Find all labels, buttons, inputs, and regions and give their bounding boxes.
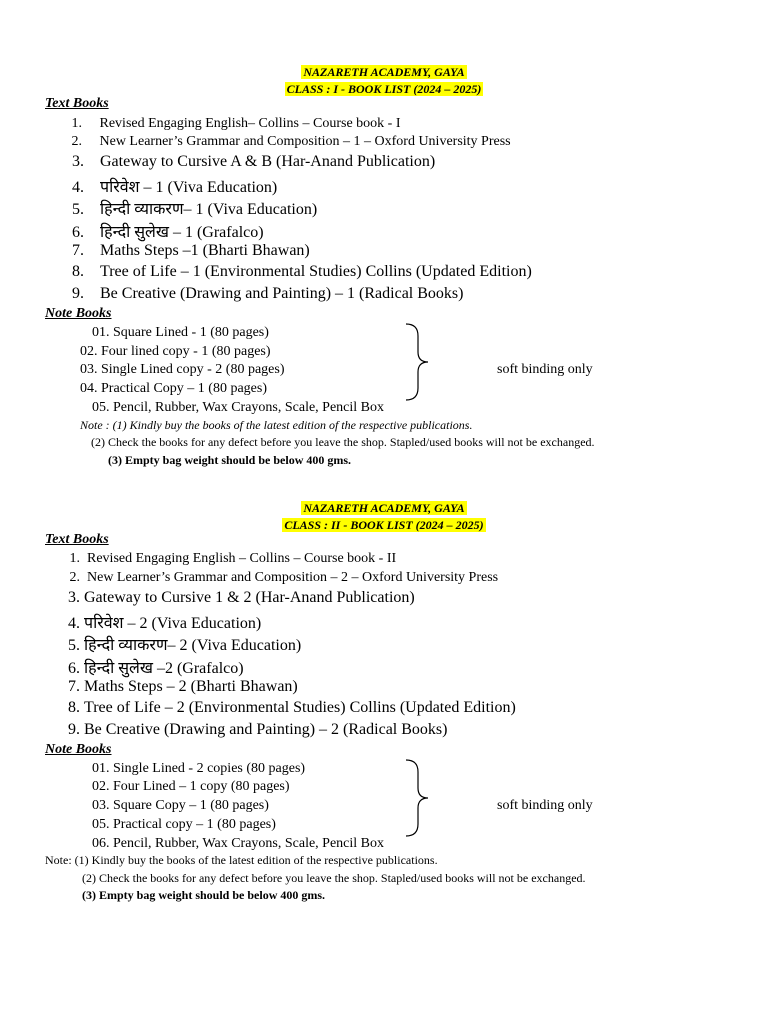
note-line: (2) Check the books for any defect before you leave the shop. Stapled/used books will not be exchanged. bbox=[91, 435, 595, 449]
note-book-item: 02. Four lined copy - 1 (80 pages) bbox=[80, 344, 271, 359]
text-book-item: 5. हिन्दी व्याकरण– 2 (Viva Education) bbox=[68, 637, 302, 654]
text-book-item: 3. Gateway to Cursive A & B (Har-Anand Publication) bbox=[72, 153, 436, 170]
note-book-item: 03. Single Lined copy - 2 (80 pages) bbox=[80, 362, 285, 377]
note-line: Note : (1) Kindly buy the books of the latest edition of the respective publications. bbox=[80, 418, 473, 432]
note-books-heading: Note Books bbox=[45, 742, 112, 757]
text-book-item: 1. Revised Engaging English– Collins – Course book - I bbox=[71, 116, 401, 131]
note-line: Note: (1) Kindly buy the books of the latest edition of the respective publications. bbox=[45, 853, 438, 867]
note-line: (3) Empty bag weight should be below 400 gms. bbox=[82, 888, 326, 902]
school-name: NAZARETH ACADEMY, GAYA bbox=[303, 65, 465, 79]
class-title: CLASS : I - BOOK LIST (2024 – 2025) bbox=[286, 82, 482, 96]
right-brace-icon bbox=[404, 322, 434, 402]
text-book-item: 8. Tree of Life – 2 (Environmental Studies) Collins (Updated Edition) bbox=[68, 699, 516, 716]
right-brace-icon bbox=[404, 758, 434, 838]
note-books-heading: Note Books bbox=[45, 306, 112, 321]
note-book-item: 03. Square Copy – 1 (80 pages) bbox=[92, 798, 269, 813]
school-name: NAZARETH ACADEMY, GAYA bbox=[303, 501, 465, 515]
note-book-item: 01. Square Lined - 1 (80 pages) bbox=[92, 325, 269, 340]
text-book-item: 9. Be Creative (Drawing and Painting) – 2 (Radical Books) bbox=[68, 721, 448, 738]
text-books-heading: Text Books bbox=[45, 532, 109, 547]
text-book-item: 7. Maths Steps –1 (Bharti Bhawan) bbox=[72, 242, 310, 259]
text-book-item: 9. Be Creative (Drawing and Painting) – 1 (Radical Books) bbox=[72, 285, 464, 302]
text-book-item: 2. New Learner’s Grammar and Composition – 1 – Oxford University Press bbox=[71, 134, 511, 149]
text-book-item: 4. परिवेश – 2 (Viva Education) bbox=[68, 615, 262, 632]
text-book-item: 2. New Learner’s Grammar and Composition – 2 – Oxford University Press bbox=[69, 570, 499, 585]
class-title: CLASS : II - BOOK LIST (2024 – 2025) bbox=[284, 518, 484, 532]
note-line: (2) Check the books for any defect before you leave the shop. Stapled/used books will not be exchanged. bbox=[82, 871, 586, 885]
note-book-item: 02. Four Lined – 1 copy (80 pages) bbox=[92, 779, 290, 794]
note-book-item: 05. Practical copy – 1 (80 pages) bbox=[92, 817, 276, 832]
text-book-item: 1. Revised Engaging English – Collins – Course book - II bbox=[69, 551, 397, 566]
note-book-item: 01. Single Lined - 2 copies (80 pages) bbox=[92, 761, 306, 776]
note-book-item: 05. Pencil, Rubber, Wax Crayons, Scale, Pencil Box bbox=[92, 400, 385, 415]
text-book-item: 6. हिन्दी सुलेख – 1 (Grafalco) bbox=[72, 224, 264, 241]
text-book-item: 7. Maths Steps – 2 (Bharti Bhawan) bbox=[68, 678, 298, 695]
text-books-heading: Text Books bbox=[45, 96, 109, 111]
text-book-item: 6. हिन्दी सुलेख –2 (Grafalco) bbox=[68, 660, 244, 677]
text-book-item: 4. परिवेश – 1 (Viva Education) bbox=[72, 179, 278, 196]
binding-note: soft binding only bbox=[497, 362, 593, 377]
text-book-item: 3. Gateway to Cursive 1 & 2 (Har-Anand Publication) bbox=[68, 589, 415, 606]
note-book-item: 06. Pencil, Rubber, Wax Crayons, Scale, Pencil Box bbox=[92, 836, 385, 851]
note-book-item: 04. Practical Copy – 1 (80 pages) bbox=[80, 381, 268, 396]
binding-note: soft binding only bbox=[497, 798, 593, 813]
text-book-item: 5. हिन्दी व्याकरण– 1 (Viva Education) bbox=[72, 201, 318, 218]
text-book-item: 8. Tree of Life – 1 (Environmental Studies) Collins (Updated Edition) bbox=[72, 263, 532, 280]
note-line: (3) Empty bag weight should be below 400 gms. bbox=[108, 453, 352, 467]
